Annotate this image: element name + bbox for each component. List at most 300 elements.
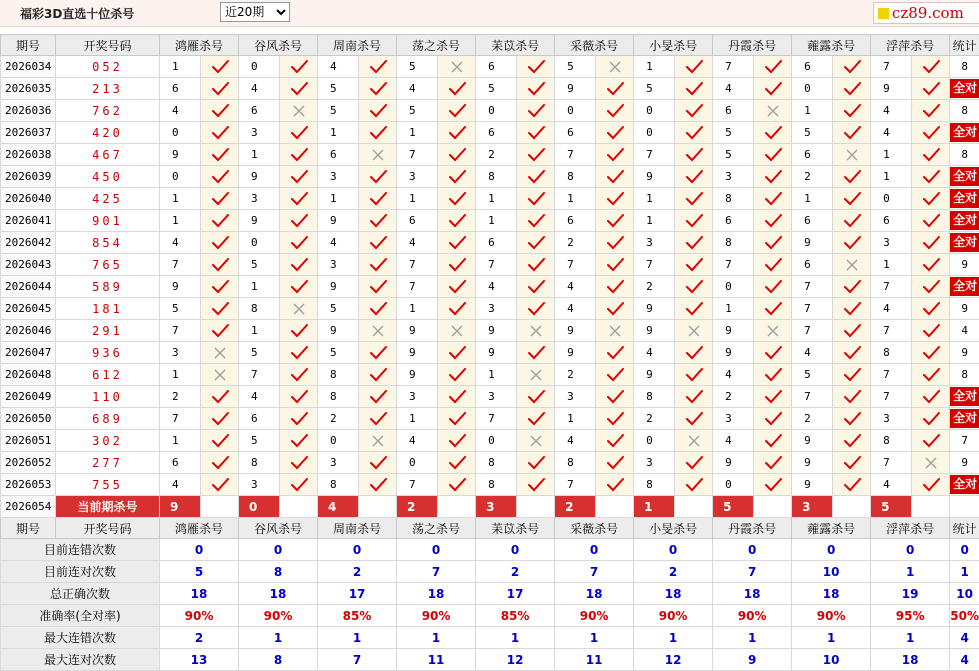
kill-number-cell: 7 (634, 144, 675, 166)
check-icon (448, 390, 466, 404)
result-mark-cell (912, 122, 950, 144)
kill-number-cell: 9 (318, 210, 359, 232)
kill-number-cell: 7 (555, 254, 596, 276)
kill-number-cell: 0 (555, 100, 596, 122)
kill-number-cell: 7 (555, 474, 596, 496)
table-row (1, 100, 979, 122)
summary-value: 0 (476, 539, 555, 561)
result-mark-cell (438, 430, 476, 452)
check-icon (764, 60, 782, 74)
kill-number-cell: 9 (476, 342, 517, 364)
check-icon (764, 434, 782, 448)
check-icon (211, 456, 229, 470)
summary-stat: 1 (950, 561, 979, 583)
check-icon (527, 60, 545, 74)
result-mark-cell (359, 474, 397, 496)
check-icon (764, 346, 782, 360)
table-row (1, 408, 979, 430)
kill-number-cell: 8 (318, 364, 359, 386)
result-mark-cell (754, 474, 792, 496)
result-mark-cell (675, 122, 713, 144)
check-icon (922, 478, 940, 492)
result-mark-cell (359, 452, 397, 474)
summary-row (1, 561, 979, 583)
result-mark-cell (912, 188, 950, 210)
kill-number-cell: 1 (397, 298, 438, 320)
kill-number-cell: 1 (239, 320, 280, 342)
kill-number-cell: 1 (318, 188, 359, 210)
table-row (1, 56, 979, 78)
kill-number-cell: 3 (239, 122, 280, 144)
kill-number-cell: 5 (318, 298, 359, 320)
result-mark-cell (517, 188, 555, 210)
stat-cell: 9 (950, 452, 979, 474)
result-mark-cell (517, 342, 555, 364)
current-empty-cell (280, 496, 318, 518)
check-icon (764, 478, 782, 492)
stat-cell: 9 (950, 254, 979, 276)
check-icon (606, 346, 624, 360)
kill-number-cell: 5 (318, 342, 359, 364)
result-mark-cell (517, 474, 555, 496)
result-mark-cell (833, 386, 871, 408)
cross-icon (766, 104, 780, 118)
check-icon (290, 126, 308, 140)
kill-number-cell: 1 (476, 188, 517, 210)
kill-number-cell: 7 (871, 56, 912, 78)
col-expert-header: 苿苡杀号 (476, 35, 555, 56)
kill-number-cell: 4 (160, 474, 201, 496)
check-icon (843, 192, 861, 206)
kill-number-cell: 7 (871, 320, 912, 342)
check-icon (606, 104, 624, 118)
check-icon (290, 324, 308, 338)
result-mark-cell (280, 210, 318, 232)
table-row (1, 342, 979, 364)
result-mark-cell (912, 386, 950, 408)
check-icon (922, 82, 940, 96)
kill-number-cell: 6 (871, 210, 912, 232)
check-icon (448, 456, 466, 470)
check-icon (685, 390, 703, 404)
check-icon (211, 148, 229, 162)
kill-number-cell: 9 (871, 78, 912, 100)
summary-value: 1 (634, 627, 713, 649)
summary-value: 12 (476, 649, 555, 671)
cross-icon (687, 324, 701, 338)
all-correct-badge: 全对 (950, 233, 979, 252)
result-mark-cell (754, 298, 792, 320)
check-icon (527, 390, 545, 404)
kill-number-cell: 2 (318, 408, 359, 430)
logo-text: cz89.com (892, 4, 964, 22)
logo-square-icon (878, 8, 889, 19)
kill-number-cell: 7 (397, 276, 438, 298)
all-correct-badge: 全对 (950, 79, 979, 98)
check-icon (369, 258, 387, 272)
check-icon (843, 104, 861, 118)
kill-number-cell: 7 (713, 56, 754, 78)
draw-code-cell: 302 (56, 430, 160, 452)
result-mark-cell (754, 100, 792, 122)
result-mark-cell (675, 210, 713, 232)
current-empty-cell (833, 496, 871, 518)
check-icon (764, 170, 782, 184)
check-icon (211, 170, 229, 184)
check-icon (448, 478, 466, 492)
check-icon (922, 236, 940, 250)
result-mark-cell (438, 210, 476, 232)
kill-number-cell: 3 (713, 408, 754, 430)
kill-number-cell: 7 (713, 254, 754, 276)
kill-number-cell: 5 (160, 298, 201, 320)
kill-number-cell: 0 (476, 100, 517, 122)
kill-number-cell: 7 (792, 320, 833, 342)
check-icon (843, 82, 861, 96)
check-icon (843, 236, 861, 250)
kill-number-cell: 9 (239, 210, 280, 232)
summary-label: 目前连对次数 (1, 561, 160, 583)
kill-number-cell: 7 (555, 144, 596, 166)
result-mark-cell (438, 100, 476, 122)
kill-number-cell: 7 (476, 408, 517, 430)
kill-number-cell: 1 (397, 122, 438, 144)
result-mark-cell (833, 452, 871, 474)
cross-icon (450, 60, 464, 74)
check-icon (448, 148, 466, 162)
result-mark-cell (280, 320, 318, 342)
check-icon (764, 412, 782, 426)
result-mark-cell (833, 210, 871, 232)
result-mark-cell (754, 56, 792, 78)
kill-number-cell: 1 (476, 210, 517, 232)
table-row (1, 254, 979, 276)
check-icon (764, 280, 782, 294)
kill-number-cell: 6 (476, 232, 517, 254)
current-kill-number: 4 (318, 496, 359, 518)
kill-number-cell: 8 (713, 232, 754, 254)
check-icon (448, 434, 466, 448)
check-icon (922, 214, 940, 228)
result-mark-cell (517, 166, 555, 188)
all-correct-badge: 全对 (950, 211, 979, 230)
check-icon (606, 126, 624, 140)
check-icon (764, 214, 782, 228)
draw-code-cell: 689 (56, 408, 160, 430)
result-mark-cell (754, 122, 792, 144)
result-mark-cell (201, 474, 239, 496)
summary-value: 13 (160, 649, 239, 671)
kill-number-cell: 2 (792, 408, 833, 430)
summary-value: 85% (318, 605, 397, 627)
kill-number-cell: 6 (713, 210, 754, 232)
check-icon (527, 456, 545, 470)
result-mark-cell (517, 144, 555, 166)
result-mark-cell (596, 298, 634, 320)
issue-cell: 2026046 (1, 320, 56, 342)
issue-cell: 2026048 (1, 364, 56, 386)
check-icon (527, 346, 545, 360)
check-icon (448, 346, 466, 360)
kill-number-cell: 8 (871, 342, 912, 364)
check-icon (527, 104, 545, 118)
check-icon (764, 236, 782, 250)
stat-cell (950, 276, 979, 298)
check-icon (843, 390, 861, 404)
check-icon (448, 82, 466, 96)
result-mark-cell (359, 276, 397, 298)
kill-number-cell: 8 (634, 386, 675, 408)
table-row (1, 166, 979, 188)
stat-cell (950, 78, 979, 100)
result-mark-cell (912, 452, 950, 474)
kill-number-cell: 4 (476, 276, 517, 298)
check-icon (369, 280, 387, 294)
result-mark-cell (359, 100, 397, 122)
kill-number-cell: 9 (792, 452, 833, 474)
kill-number-cell: 5 (792, 364, 833, 386)
result-mark-cell (359, 386, 397, 408)
col-issue-header: 期号 (1, 35, 56, 56)
check-icon (922, 280, 940, 294)
kill-number-cell: 9 (792, 430, 833, 452)
result-mark-cell (517, 298, 555, 320)
result-mark-cell (912, 78, 950, 100)
summary-value: 18 (713, 583, 792, 605)
kill-number-cell: 9 (397, 320, 438, 342)
result-mark-cell (675, 144, 713, 166)
kill-number-cell: 2 (555, 364, 596, 386)
summary-value: 1 (871, 561, 950, 583)
result-mark-cell (754, 254, 792, 276)
kill-number-cell: 1 (634, 210, 675, 232)
result-mark-cell (280, 430, 318, 452)
col-expert-header: 浮萍杀号 (871, 35, 950, 56)
issue-cell: 2026042 (1, 232, 56, 254)
summary-value: 90% (555, 605, 634, 627)
kill-number-cell: 6 (160, 452, 201, 474)
stat-cell (950, 386, 979, 408)
kill-number-cell: 9 (713, 452, 754, 474)
kill-number-cell: 3 (318, 452, 359, 474)
summary-value: 11 (555, 649, 634, 671)
summary-label: 总正确次数 (1, 583, 160, 605)
check-icon (211, 126, 229, 140)
result-mark-cell (675, 254, 713, 276)
check-icon (448, 126, 466, 140)
result-mark-cell (754, 276, 792, 298)
kill-number-cell: 1 (871, 166, 912, 188)
kill-number-cell: 3 (160, 342, 201, 364)
current-issue-cell: 2026054 (1, 496, 56, 518)
result-mark-cell (280, 386, 318, 408)
col-expert-header: 荡之杀号 (397, 35, 476, 56)
check-icon (843, 214, 861, 228)
check-icon (211, 434, 229, 448)
check-icon (764, 258, 782, 272)
result-mark-cell (754, 144, 792, 166)
check-icon (685, 126, 703, 140)
kill-number-cell: 7 (871, 364, 912, 386)
result-mark-cell (912, 56, 950, 78)
summary-value: 90% (713, 605, 792, 627)
kill-number-cell: 6 (160, 78, 201, 100)
summary-value: 7 (318, 649, 397, 671)
cross-icon (687, 434, 701, 448)
check-icon (843, 324, 861, 338)
cross-icon (371, 148, 385, 162)
result-mark-cell (280, 298, 318, 320)
summary-value: 19 (871, 583, 950, 605)
issue-cell: 2026041 (1, 210, 56, 232)
draw-code-cell: 612 (56, 364, 160, 386)
summary-value: 9 (713, 649, 792, 671)
result-mark-cell (280, 408, 318, 430)
result-mark-cell (438, 144, 476, 166)
kill-number-cell: 8 (555, 166, 596, 188)
cross-icon (529, 324, 543, 338)
period-select[interactable] (220, 2, 290, 22)
summary-value: 90% (397, 605, 476, 627)
check-icon (290, 170, 308, 184)
all-correct-badge: 全对 (950, 387, 979, 406)
kill-number-cell: 3 (555, 386, 596, 408)
draw-code-cell: 765 (56, 254, 160, 276)
summary-label: 最大连对次数 (1, 649, 160, 671)
kill-number-cell: 7 (871, 276, 912, 298)
draw-code-cell: 291 (56, 320, 160, 342)
result-mark-cell (596, 100, 634, 122)
table-row (1, 144, 979, 166)
result-mark-cell (201, 78, 239, 100)
result-mark-cell (912, 276, 950, 298)
summary-value: 1 (713, 627, 792, 649)
stat-cell: 7 (950, 430, 979, 452)
result-mark-cell (596, 474, 634, 496)
kill-number-cell: 6 (555, 210, 596, 232)
col-expert-header: 谷风杀号 (239, 35, 318, 56)
result-mark-cell (280, 276, 318, 298)
kill-number-cell: 1 (713, 298, 754, 320)
check-icon (764, 126, 782, 140)
result-mark-cell (517, 122, 555, 144)
check-icon (764, 148, 782, 162)
check-icon (369, 302, 387, 316)
check-icon (843, 280, 861, 294)
current-empty-cell (517, 496, 555, 518)
draw-code-cell: 181 (56, 298, 160, 320)
result-mark-cell (596, 188, 634, 210)
check-icon (527, 126, 545, 140)
result-mark-cell (201, 232, 239, 254)
cross-icon (924, 456, 938, 470)
check-icon (922, 346, 940, 360)
kill-number-cell: 8 (713, 188, 754, 210)
kill-number-cell: 9 (713, 320, 754, 342)
kill-number-cell: 1 (239, 276, 280, 298)
kill-number-cell: 7 (397, 254, 438, 276)
kill-number-cell: 9 (160, 144, 201, 166)
draw-code-cell: 110 (56, 386, 160, 408)
kill-number-cell: 8 (239, 298, 280, 320)
kill-number-cell: 9 (792, 232, 833, 254)
all-correct-badge: 全对 (950, 277, 979, 296)
kill-number-cell: 7 (160, 254, 201, 276)
result-mark-cell (201, 320, 239, 342)
summary-row (1, 605, 979, 627)
kill-number-cell: 4 (792, 342, 833, 364)
kill-number-cell: 0 (634, 430, 675, 452)
result-mark-cell (438, 474, 476, 496)
check-icon (606, 390, 624, 404)
check-icon (527, 82, 545, 96)
result-mark-cell (675, 100, 713, 122)
result-mark-cell (596, 452, 634, 474)
check-icon (448, 214, 466, 228)
result-mark-cell (833, 320, 871, 342)
check-icon (290, 456, 308, 470)
all-correct-badge: 全对 (950, 189, 979, 208)
cross-icon (213, 368, 227, 382)
table-row (1, 430, 979, 452)
check-icon (685, 192, 703, 206)
result-mark-cell (912, 342, 950, 364)
result-mark-cell (675, 364, 713, 386)
result-mark-cell (675, 320, 713, 342)
result-mark-cell (280, 100, 318, 122)
stat-cell: 8 (950, 100, 979, 122)
check-icon (290, 280, 308, 294)
kill-number-cell: 9 (555, 342, 596, 364)
result-mark-cell (359, 320, 397, 342)
check-icon (369, 346, 387, 360)
stat-cell (950, 166, 979, 188)
col-stat-header: 统计 (950, 518, 979, 539)
result-mark-cell (517, 408, 555, 430)
kill-number-cell: 3 (318, 254, 359, 276)
check-icon (369, 60, 387, 74)
check-icon (290, 478, 308, 492)
table-row (1, 188, 979, 210)
check-icon (369, 412, 387, 426)
draw-code-cell: 901 (56, 210, 160, 232)
kill-number-cell: 7 (871, 386, 912, 408)
result-mark-cell (201, 144, 239, 166)
current-kill-number: 5 (871, 496, 912, 518)
result-mark-cell (754, 210, 792, 232)
cross-icon (608, 60, 622, 74)
summary-value: 1 (555, 627, 634, 649)
stat-cell (950, 188, 979, 210)
site-logo[interactable] (873, 2, 979, 24)
result-mark-cell (517, 452, 555, 474)
check-icon (843, 302, 861, 316)
kill-number-cell: 8 (871, 430, 912, 452)
summary-value: 7 (713, 561, 792, 583)
kill-number-cell: 3 (871, 232, 912, 254)
summary-value: 0 (397, 539, 476, 561)
summary-value: 10 (792, 561, 871, 583)
check-icon (606, 214, 624, 228)
result-mark-cell (359, 254, 397, 276)
kill-number-cell: 8 (476, 452, 517, 474)
result-mark-cell (517, 78, 555, 100)
result-mark-cell (912, 254, 950, 276)
summary-value: 18 (634, 583, 713, 605)
summary-value: 18 (871, 649, 950, 671)
result-mark-cell (438, 276, 476, 298)
kill-number-cell: 7 (792, 276, 833, 298)
